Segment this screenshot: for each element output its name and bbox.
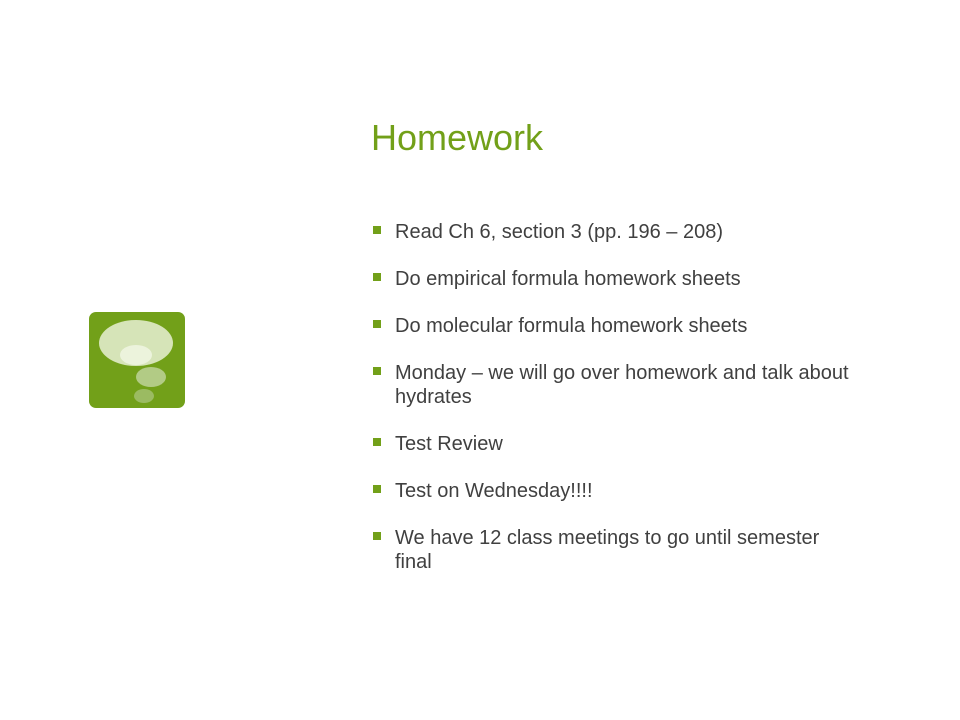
bullet-text: Monday – we will go over homework and talk about hydrates <box>395 362 849 408</box>
bullet-text: Test on Wednesday!!!! <box>395 480 593 502</box>
square-bullet-icon <box>373 273 381 281</box>
square-bullet-icon <box>373 532 381 540</box>
bullet-item <box>371 479 851 503</box>
bullet-text: We have 12 class meetings to go until semester final <box>395 527 820 573</box>
bullet-item <box>371 267 851 291</box>
bullet-text: Do empirical formula homework sheets <box>395 268 741 290</box>
bullet-item <box>371 314 851 338</box>
bullet-list <box>371 220 851 597</box>
bullet-item <box>371 526 851 574</box>
square-bullet-icon <box>373 367 381 375</box>
bullet-item <box>371 432 851 456</box>
bullet-text: Test Review <box>395 433 503 455</box>
square-bullet-icon <box>373 485 381 493</box>
square-bullet-icon <box>373 320 381 328</box>
slide-title: Homework <box>371 117 544 158</box>
bullet-text: Do molecular formula homework sheets <box>395 315 748 337</box>
bullet-item <box>371 220 851 244</box>
square-bullet-icon <box>373 438 381 446</box>
square-bullet-icon <box>373 226 381 234</box>
bullet-text: Read Ch 6, section 3 (pp. 196 – 208) <box>395 221 723 243</box>
thought-bubble-icon <box>89 312 185 408</box>
bullet-item <box>371 361 851 409</box>
